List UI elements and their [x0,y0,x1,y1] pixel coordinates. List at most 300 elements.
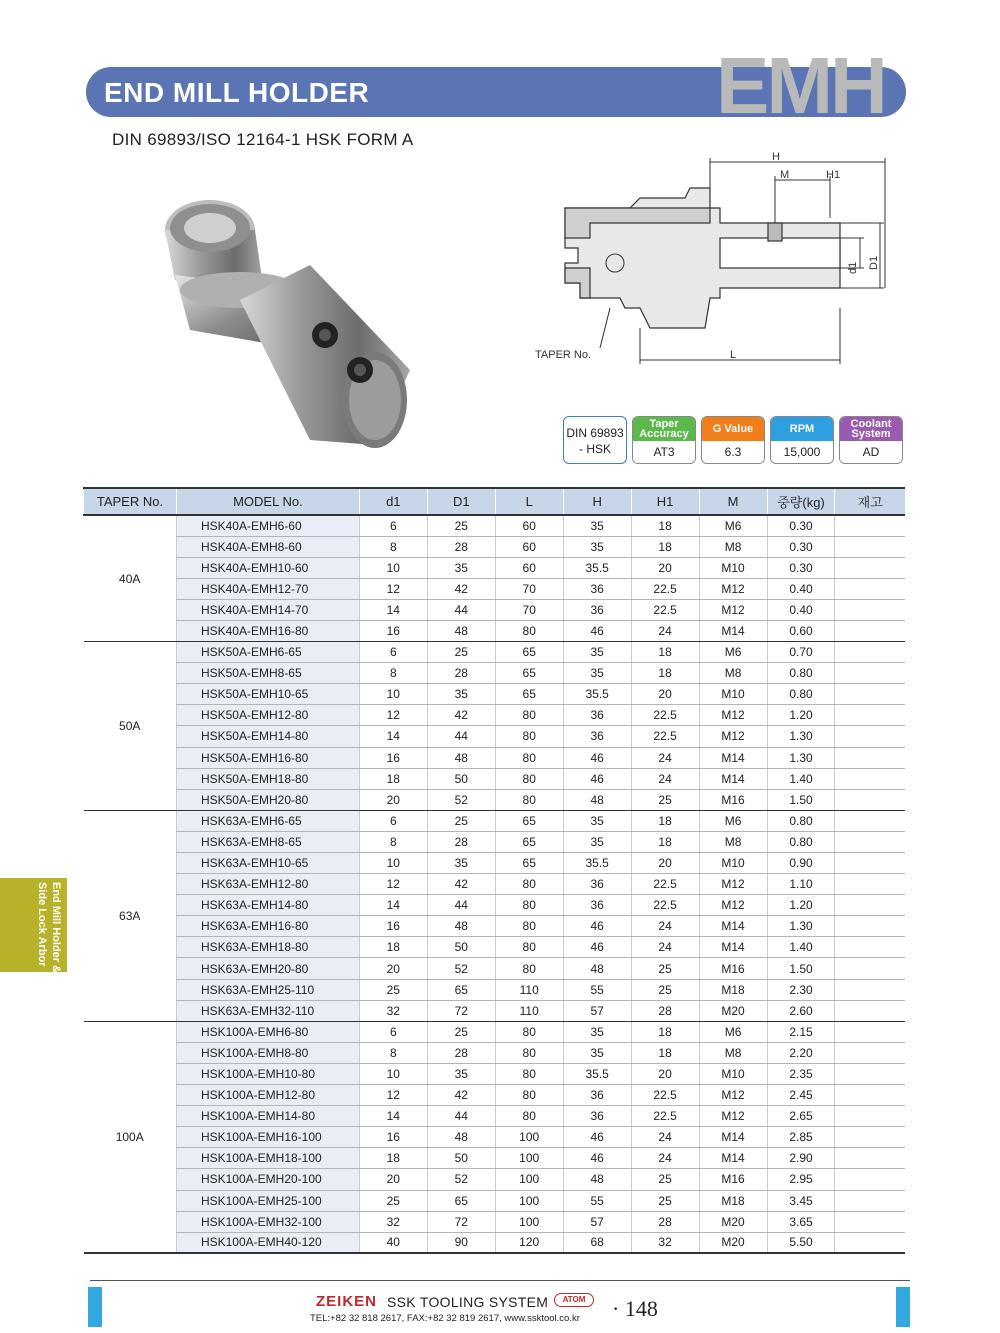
stock-cell [835,810,905,831]
value-cell: 36 [563,726,631,747]
value-cell: M8 [699,663,767,684]
value-cell: 50 [427,937,495,958]
value-cell: 65 [495,831,563,852]
value-cell: 48 [563,1169,631,1190]
value-cell: 80 [495,895,563,916]
value-cell: 46 [563,747,631,768]
value-cell: 35 [563,515,631,536]
model-cell: HSK50A-EMH18-80 [176,768,359,789]
column-header: d1 [359,488,427,515]
value-cell: 32 [631,1232,699,1253]
value-cell: 1.20 [767,895,835,916]
value-cell: 18 [631,663,699,684]
value-cell: 35 [563,642,631,663]
value-cell: 35.5 [563,853,631,874]
badge-value: AD [840,441,902,464]
value-cell: 35 [563,831,631,852]
value-cell: 3.65 [767,1211,835,1232]
value-cell: M10 [699,1063,767,1084]
stock-cell [835,831,905,852]
value-cell: 6 [359,1021,427,1042]
side-tab-line2: Side Lock Arbor [36,882,48,967]
value-cell: M18 [699,1190,767,1211]
value-cell: 24 [631,916,699,937]
table-row [84,726,906,747]
taper-cell: 40A [84,515,177,642]
value-cell: 18 [631,810,699,831]
value-cell: 50 [427,1148,495,1169]
model-cell: HSK100A-EMH18-100 [176,1148,359,1169]
value-cell: 80 [495,789,563,810]
section-side-tab[interactable] [0,878,67,972]
footer-divider [90,1280,910,1281]
stock-cell [835,578,905,599]
value-cell: M14 [699,1127,767,1148]
model-cell: HSK40A-EMH12-70 [176,578,359,599]
value-cell: 46 [563,937,631,958]
value-cell: 110 [495,1000,563,1021]
value-cell: 100 [495,1148,563,1169]
stock-cell [835,1190,905,1211]
value-cell: 35 [427,684,495,705]
value-cell: 36 [563,705,631,726]
value-cell: 2.20 [767,1042,835,1063]
table-row [84,874,906,895]
value-cell: M10 [699,557,767,578]
value-cell: 57 [563,1000,631,1021]
value-cell: 16 [359,916,427,937]
model-cell: HSK100A-EMH12-80 [176,1085,359,1106]
value-cell: M10 [699,853,767,874]
value-cell: 2.95 [767,1169,835,1190]
value-cell: 1.10 [767,874,835,895]
column-header: 재고 [835,488,905,515]
table-row [84,1211,906,1232]
value-cell: 25 [427,810,495,831]
value-cell: 55 [563,979,631,1000]
value-cell: 0.60 [767,620,835,641]
value-cell: 14 [359,895,427,916]
value-cell: 25 [631,958,699,979]
value-cell: 60 [495,557,563,578]
value-cell: 0.70 [767,642,835,663]
value-cell: 65 [495,853,563,874]
value-cell: 14 [359,726,427,747]
model-cell: HSK40A-EMH14-70 [176,599,359,620]
value-cell: 100 [495,1211,563,1232]
value-cell: 28 [427,536,495,557]
table-row [84,979,906,1000]
value-cell: 52 [427,1169,495,1190]
standard-badge-line1: DIN 69893 [566,426,624,440]
value-cell: 48 [427,747,495,768]
value-cell: 0.30 [767,515,835,536]
value-cell: 57 [563,1211,631,1232]
value-cell: 25 [631,979,699,1000]
value-cell: M12 [699,726,767,747]
model-cell: HSK63A-EMH20-80 [176,958,359,979]
value-cell: 25 [359,979,427,1000]
model-cell: HSK100A-EMH20-100 [176,1169,359,1190]
model-cell: HSK50A-EMH6-65 [176,642,359,663]
page-title: END MILL HOLDER [104,77,370,108]
model-cell: HSK63A-EMH12-80 [176,874,359,895]
value-cell: 80 [495,1106,563,1127]
stock-cell [835,789,905,810]
value-cell: M14 [699,768,767,789]
value-cell: 72 [427,1000,495,1021]
value-cell: M14 [699,916,767,937]
column-header: H1 [631,488,699,515]
table-row [84,705,906,726]
value-cell: 14 [359,1106,427,1127]
value-cell: 32 [359,1211,427,1232]
stock-cell [835,1063,905,1084]
value-cell: 20 [359,958,427,979]
table-row [84,1190,906,1211]
value-cell: 0.80 [767,831,835,852]
value-cell: 42 [427,705,495,726]
model-cell: HSK40A-EMH6-60 [176,515,359,536]
value-cell: 18 [631,831,699,852]
model-cell: HSK50A-EMH16-80 [176,747,359,768]
value-cell: 46 [563,620,631,641]
value-cell: 36 [563,1106,631,1127]
badge-label: G Value [702,417,764,441]
value-cell: 25 [631,789,699,810]
value-cell: 52 [427,789,495,810]
value-cell: M14 [699,747,767,768]
value-cell: 48 [563,958,631,979]
value-cell: 28 [631,1000,699,1021]
value-cell: 65 [495,684,563,705]
value-cell: 48 [427,916,495,937]
column-header: 중량(kg) [767,488,835,515]
value-cell: 10 [359,1063,427,1084]
g-value-badge [701,416,765,464]
value-cell: 6 [359,810,427,831]
standard-badge-line2: - HSK [578,442,611,456]
stock-cell [835,1232,905,1253]
value-cell: 60 [495,536,563,557]
table-row [84,1232,906,1253]
value-cell: 28 [427,1042,495,1063]
side-tab-line1: End Mill Holder & [50,882,62,974]
table-row [84,1127,906,1148]
value-cell: 0.30 [767,557,835,578]
footer-accent-left [88,1287,102,1327]
value-cell: 16 [359,1127,427,1148]
model-cell: HSK100A-EMH16-100 [176,1127,359,1148]
value-cell: M20 [699,1211,767,1232]
table-row [84,620,906,641]
value-cell: 1.40 [767,768,835,789]
value-cell: 18 [359,937,427,958]
dim-l-label: L [730,349,737,361]
table-row [84,958,906,979]
value-cell: 25 [427,1021,495,1042]
value-cell: 55 [563,1190,631,1211]
badge-value: 6.3 [702,441,764,464]
value-cell: 14 [359,599,427,620]
value-cell: 35.5 [563,684,631,705]
model-cell: HSK63A-EMH25-110 [176,979,359,1000]
model-cell: HSK100A-EMH14-80 [176,1106,359,1127]
value-cell: 110 [495,979,563,1000]
value-cell: 8 [359,663,427,684]
stock-cell [835,979,905,1000]
value-cell: 1.30 [767,747,835,768]
table-row [84,1021,906,1042]
table-row [84,684,906,705]
value-cell: 35.5 [563,557,631,578]
value-cell: 28 [427,831,495,852]
value-cell: 72 [427,1211,495,1232]
value-cell: 0.80 [767,810,835,831]
model-cell: HSK63A-EMH16-80 [176,916,359,937]
value-cell: 35 [563,536,631,557]
stock-cell [835,1085,905,1106]
value-cell: 12 [359,874,427,895]
value-cell: 80 [495,1042,563,1063]
spec-table [83,487,905,1254]
model-cell: HSK63A-EMH14-80 [176,895,359,916]
badge-value: AT3 [633,441,695,464]
stock-cell [835,1106,905,1127]
value-cell: 2.65 [767,1106,835,1127]
value-cell: 80 [495,916,563,937]
stock-cell [835,1021,905,1042]
value-cell: 36 [563,578,631,599]
value-cell: 1.30 [767,916,835,937]
value-cell: M12 [699,1085,767,1106]
value-cell: M12 [699,705,767,726]
model-cell: HSK63A-EMH6-65 [176,810,359,831]
value-cell: M10 [699,684,767,705]
stock-cell [835,705,905,726]
stock-cell [835,958,905,979]
value-cell: 80 [495,726,563,747]
value-cell: 24 [631,1148,699,1169]
value-cell: 8 [359,536,427,557]
value-cell: M6 [699,810,767,831]
value-cell: 6 [359,515,427,536]
value-cell: 70 [495,599,563,620]
value-cell: 100 [495,1127,563,1148]
value-cell: 24 [631,768,699,789]
stock-cell [835,515,905,536]
value-cell: M14 [699,937,767,958]
model-cell: HSK100A-EMH6-80 [176,1021,359,1042]
value-cell: 25 [427,515,495,536]
value-cell: 80 [495,705,563,726]
value-cell: 22.5 [631,726,699,747]
value-cell: 35 [427,1063,495,1084]
value-cell: 18 [631,1042,699,1063]
rpm-badge [770,416,834,464]
value-cell: M14 [699,620,767,641]
value-cell: 18 [359,1148,427,1169]
stock-cell [835,747,905,768]
value-cell: 18 [359,768,427,789]
value-cell: M6 [699,1021,767,1042]
model-cell: HSK40A-EMH16-80 [176,620,359,641]
value-cell: 36 [563,1085,631,1106]
model-cell: HSK100A-EMH40-120 [176,1232,359,1253]
table-row [84,1063,906,1084]
badge-label: Taper Accuracy [633,417,695,441]
value-cell: 18 [631,515,699,536]
table-row [84,557,906,578]
value-cell: 0.80 [767,684,835,705]
value-cell: 24 [631,747,699,768]
value-cell: 0.40 [767,599,835,620]
badge-label: RPM [771,417,833,441]
value-cell: 35 [427,853,495,874]
model-cell: HSK50A-EMH20-80 [176,789,359,810]
dim-h1-label: H1 [826,169,841,181]
stock-cell [835,1127,905,1148]
value-cell: M6 [699,642,767,663]
value-cell: M12 [699,1106,767,1127]
value-cell: 20 [631,684,699,705]
value-cell: 40 [359,1232,427,1253]
value-cell: 65 [495,663,563,684]
value-cell: 80 [495,958,563,979]
dim-d1-label: d1 [847,261,859,274]
model-cell: HSK40A-EMH10-60 [176,557,359,578]
value-cell: 10 [359,853,427,874]
value-cell: M8 [699,536,767,557]
value-cell: 22.5 [631,874,699,895]
technical-drawing [530,148,900,378]
footer-accent-right [896,1287,910,1327]
value-cell: M12 [699,895,767,916]
value-cell: 16 [359,747,427,768]
value-cell: 32 [359,1000,427,1021]
value-cell: M18 [699,979,767,1000]
value-cell: 48 [427,1127,495,1148]
table-row [84,810,906,831]
value-cell: 2.15 [767,1021,835,1042]
model-cell: HSK100A-EMH32-100 [176,1211,359,1232]
table-row [84,895,906,916]
value-cell: 5.50 [767,1232,835,1253]
stock-cell [835,642,905,663]
standard-subtitle: DIN 69893/ISO 12164-1 HSK FORM A [112,130,414,149]
column-header: MODEL No. [176,488,359,515]
value-cell: 24 [631,620,699,641]
value-cell: 25 [359,1190,427,1211]
value-cell: 1.50 [767,789,835,810]
table-row [84,853,906,874]
table-row [84,1169,906,1190]
value-cell: 2.85 [767,1127,835,1148]
value-cell: 50 [427,768,495,789]
value-cell: 2.35 [767,1063,835,1084]
value-cell: 2.60 [767,1000,835,1021]
coolant-system-badge [839,416,903,464]
column-header: M [699,488,767,515]
value-cell: 0.80 [767,663,835,684]
product-image [150,190,420,460]
value-cell: 24 [631,937,699,958]
value-cell: 80 [495,1063,563,1084]
value-cell: 20 [359,789,427,810]
value-cell: 35 [563,1021,631,1042]
taper-accuracy-badge [632,416,696,464]
value-cell: 80 [495,1085,563,1106]
value-cell: 28 [631,1211,699,1232]
model-cell: HSK50A-EMH14-80 [176,726,359,747]
badge-label: Coolant System [840,417,902,441]
value-cell: 22.5 [631,599,699,620]
table-header-row [84,488,906,515]
value-cell: 25 [427,642,495,663]
stock-cell [835,1148,905,1169]
value-cell: 22.5 [631,578,699,599]
value-cell: 48 [427,620,495,641]
standard-badge [563,416,627,464]
model-cell: HSK63A-EMH32-110 [176,1000,359,1021]
model-cell: HSK100A-EMH10-80 [176,1063,359,1084]
model-cell: HSK100A-EMH25-100 [176,1190,359,1211]
value-cell: M12 [699,599,767,620]
taper-cell: 100A [84,1021,177,1253]
value-cell: 35.5 [563,1063,631,1084]
value-cell: 20 [359,1169,427,1190]
product-code: EMH [716,41,885,130]
value-cell: 24 [631,1127,699,1148]
value-cell: 22.5 [631,895,699,916]
value-cell: 42 [427,578,495,599]
stock-cell [835,557,905,578]
value-cell: 28 [427,663,495,684]
value-cell: 20 [631,1063,699,1084]
table-row [84,599,906,620]
column-header: D1 [427,488,495,515]
table-row [84,515,906,536]
value-cell: 80 [495,768,563,789]
value-cell: 44 [427,1106,495,1127]
stock-cell [835,726,905,747]
value-cell: 68 [563,1232,631,1253]
value-cell: 65 [427,979,495,1000]
value-cell: 18 [631,642,699,663]
column-header: TAPER No. [84,488,177,515]
value-cell: 70 [495,578,563,599]
model-cell: HSK63A-EMH10-65 [176,853,359,874]
value-cell: 65 [427,1190,495,1211]
value-cell: M16 [699,1169,767,1190]
value-cell: M16 [699,958,767,979]
value-cell: 48 [563,789,631,810]
value-cell: 46 [563,1148,631,1169]
stock-cell [835,1042,905,1063]
value-cell: 65 [495,810,563,831]
value-cell: 20 [631,853,699,874]
dim-D1-label: D1 [868,255,880,270]
value-cell: M12 [699,874,767,895]
model-cell: HSK63A-EMH18-80 [176,937,359,958]
value-cell: 3.45 [767,1190,835,1211]
model-cell: HSK50A-EMH8-65 [176,663,359,684]
value-cell: 36 [563,599,631,620]
value-cell: 52 [427,958,495,979]
table-row [84,937,906,958]
value-cell: 80 [495,620,563,641]
table-row [84,916,906,937]
